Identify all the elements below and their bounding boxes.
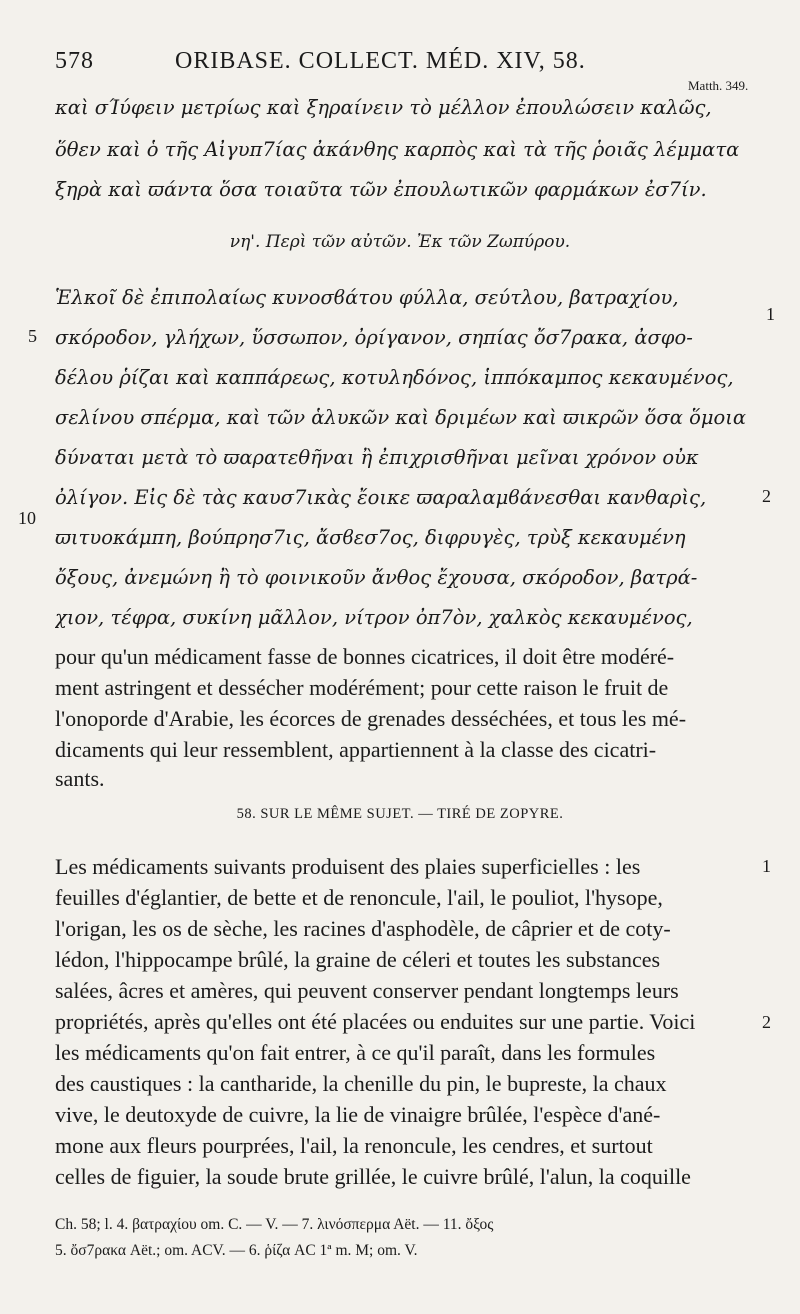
greek-line: σελίνου σπέρμα, καὶ τῶν ἁλυκῶν καὶ δριμέων καὶ ϖικρῶν ὅσα ὅμοια <box>55 406 747 429</box>
footnote-line: 5. ὄσ7ρακα Aët.; om. ACV. — 6. ῥίζα AC 1ª m. M; om. V. <box>55 1242 418 1259</box>
greek-line: ὅθεν καὶ ὁ τῆς Αἰγυπ7ίας ἀκάνθης καρπὸς καὶ τὰ τῆς ῥοιᾶς λέμματα <box>55 138 740 161</box>
footnote-line: Ch. 58; l. 4. βατραχίου om. C. — V. — 7. λινόσπερμα Αët. — 11. ὄξος <box>55 1216 494 1233</box>
greek-line: Ἑλκοῖ δὲ ἐπιπολαίως κυνοσϐάτου φύλλα, σεύτλου, βατραχίου, <box>55 286 679 309</box>
french-line: propriétés, après qu'elles ont été placées ou enduites sur une partie. Voici <box>55 1009 696 1034</box>
greek-line: δύναται μετὰ τὸ ϖαρατεθῆναι ἢ ἐπιχρισθῆναι μεῖναι χρόνον οὐκ <box>55 446 699 469</box>
greek-section-heading: νη'. Περὶ τῶν αὐτῶν. Ἐκ τῶν Ζωπύρου. <box>229 232 571 252</box>
french-line: mone aux fleurs pourprées, l'ail, la renoncule, les cendres, et surtout <box>55 1133 653 1158</box>
page-number: 578 <box>55 48 94 74</box>
greek-line: ὀλίγον. Εἰς δὲ τὰς καυσ7ικὰς ἔοικε ϖαραλαμϐάνεσθαι κανθαρὶς, <box>55 486 707 509</box>
french-line: l'origan, les os de sèche, les racines d'asphodèle, de câprier et de coty- <box>55 916 671 941</box>
french-line: salées, âcres et amères, qui peuvent conserver pendant longtemps leurs <box>55 978 679 1003</box>
french-line: ment astringent et dessécher modérément; pour cette raison le fruit de <box>55 675 669 700</box>
line-number-10: 10 <box>18 508 36 528</box>
french-line: lédon, l'hippocampe brûlé, la graine de céleri et toutes les substances <box>55 947 661 972</box>
french-line: l'onoporde d'Arabie, les écorces de grenades desséchées, et tous les mé- <box>55 706 687 731</box>
section-marker-1: 1 <box>766 304 775 324</box>
french-line: des caustiques : la cantharide, la chenille du pin, le bupreste, la chaux <box>55 1071 667 1096</box>
section-marker-1: 1 <box>762 856 771 876</box>
running-title: ORIBASE. COLLECT. MÉD. XIV, 58. <box>175 48 586 74</box>
french-line: celles de figuier, la soude brute grillée, le cuivre brûlé, l'alun, la coquille <box>55 1164 691 1189</box>
greek-line: ξηρὰ καὶ ϖάντα ὅσα τοιαῦτα τῶν ἐπουλωτικῶν φαρμάκων ἐσ7ίν. <box>55 178 707 201</box>
section-marker-2: 2 <box>762 1012 771 1032</box>
greek-line: σκόροδον, γλήχων, ὕσσωπον, ὀρίγανον, σηπίας ὄσ7ρακα, ἀσφο- <box>55 326 693 349</box>
margin-reference: Matth. 349. <box>688 78 749 93</box>
french-section-heading: 58. SUR LE MÊME SUJET. — TIRÉ DE ZOPYRE. <box>236 806 564 822</box>
greek-line: ϖιτυοκάμπη, βούπρησ7ις, ἄσϐεσ7ος, διφρυγὲς, τρὺξ κεκαυμένη <box>55 526 686 549</box>
section-marker-2: 2 <box>762 486 771 506</box>
greek-line: χιον, τέφρα, συκίνη μᾶλλον, νίτρον ὀπ7ὸν, χαλκὸς κεκαυμένος, <box>55 606 693 629</box>
french-line: sants. <box>55 766 105 791</box>
french-line: Les médicaments suivants produisent des plaies superficielles : les <box>55 854 641 879</box>
french-line: feuilles d'églantier, de bette et de renoncule, l'ail, le pouliot, l'hysope, <box>55 885 663 910</box>
french-line: pour qu'un médicament fasse de bonnes cicatrices, il doit être modéré- <box>55 644 675 669</box>
greek-line: δέλου ῥίζαι καὶ καππάρεως, κοτυληδόνος, ἱππόκαμπος κεκαυμένος, <box>55 366 734 389</box>
greek-line: ὄξους, ἀνεμώνη ἢ τὸ φοινικοῦν ἄνθος ἔχουσα, σκόροδον, βατρά- <box>55 566 698 589</box>
french-line: dicaments qui leur ressemblent, appartiennent à la classe des cicatri- <box>55 737 657 762</box>
greek-line: καὶ σΊύφειν μετρίως καὶ ξηραίνειν τὸ μέλλον ἐπουλώσειν καλῶς, <box>55 96 712 119</box>
french-line: les médicaments qu'on fait entrer, à ce qu'il paraît, dans les formules <box>55 1040 656 1065</box>
line-number-5: 5 <box>28 326 37 346</box>
french-line: vive, le deutoxyde de cuivre, la lie de vinaigre brûlée, l'espèce d'ané- <box>55 1102 661 1127</box>
